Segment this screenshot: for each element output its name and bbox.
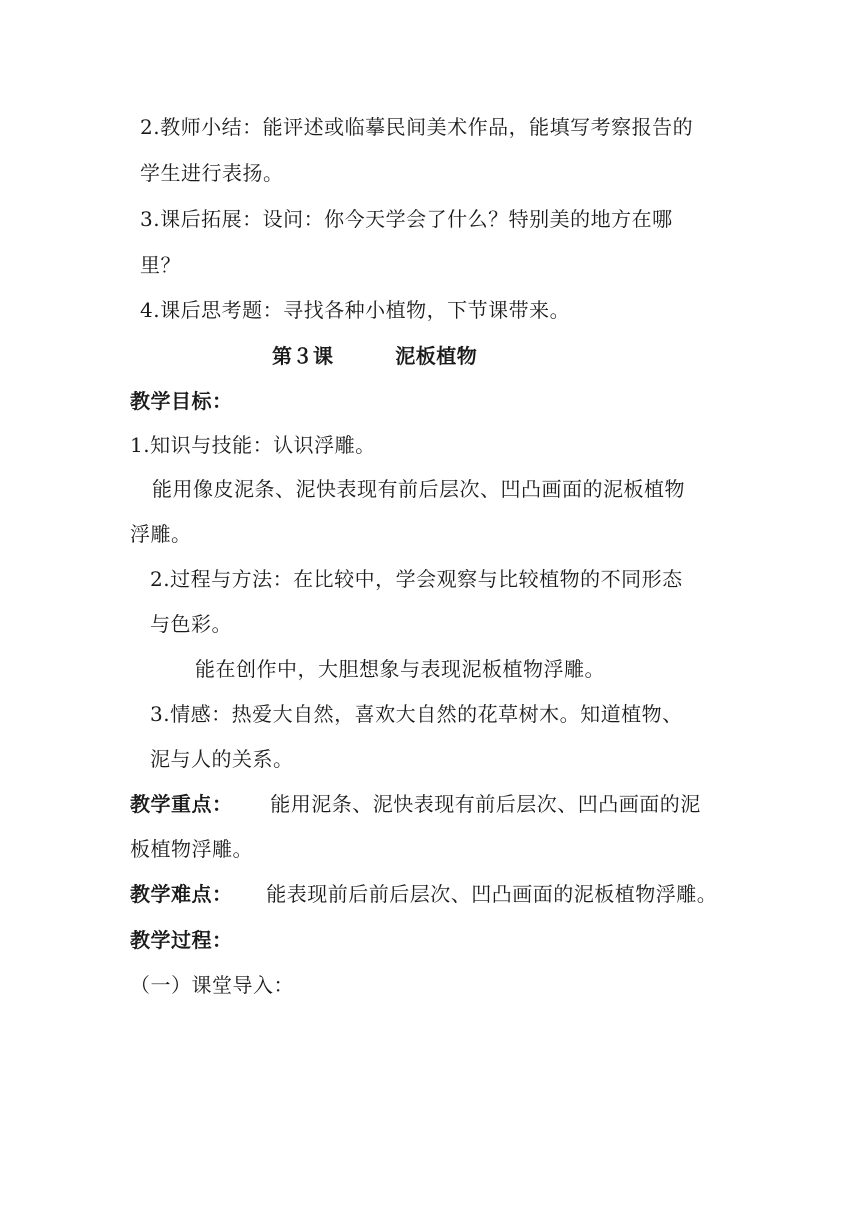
goal-line-1: 1.知识与技能：认识浮雕。: [130, 433, 376, 457]
difficulties-label: 教学难点：: [130, 882, 233, 906]
extension-line-1: 3.课后拓展：设问：你今天学会了什么？特别美的地方在哪: [140, 207, 673, 231]
goal-line-7: 3.情感：热爱大自然，喜欢大自然的花草树木。知道植物、: [150, 702, 683, 726]
key-points-label: 教学重点：: [130, 792, 233, 816]
summary-line-1: 2.教师小结：能评述或临摹民间美术作品，能填写考察报告的: [140, 115, 694, 139]
goal-line-8: 泥与人的关系。: [150, 747, 294, 771]
goal-line-5: 与色彩。: [150, 612, 232, 636]
lesson-name: 泥板植物: [395, 344, 478, 368]
key-points-text: 能用泥条、泥快表现有前后层次、凹凸画面的泥: [270, 792, 701, 816]
extension-line-2: 里？: [140, 253, 181, 277]
section-one-heading: （一）课堂导入：: [130, 973, 294, 997]
goal-line-2: 能用像皮泥条、泥快表现有前后层次、凹凸画面的泥板植物: [152, 477, 685, 501]
goal-line-3: 浮雕。: [130, 522, 192, 546]
key-points-line-1: [130, 790, 701, 818]
lesson-number: 第３课: [272, 344, 334, 368]
goal-line-4: 2.过程与方法：在比较中，学会观察与比较植物的不同形态: [150, 567, 683, 591]
lesson-title: [272, 342, 477, 370]
key-points-line-2: 板植物浮雕。: [130, 837, 253, 861]
goal-line-6: 能在创作中，大胆想象与表现泥板植物浮雕。: [195, 657, 605, 681]
homework-line: 4.课后思考题：寻找各种小植物，下节课带来。: [140, 298, 571, 322]
difficulties-text: 能表现前后前后层次、凹凸画面的泥板植物浮雕。: [266, 882, 718, 906]
process-heading: 教学过程：: [130, 928, 233, 952]
summary-line-2: 学生进行表扬。: [140, 161, 284, 185]
difficulties-line: [130, 880, 717, 908]
goals-heading: 教学目标：: [130, 389, 233, 413]
